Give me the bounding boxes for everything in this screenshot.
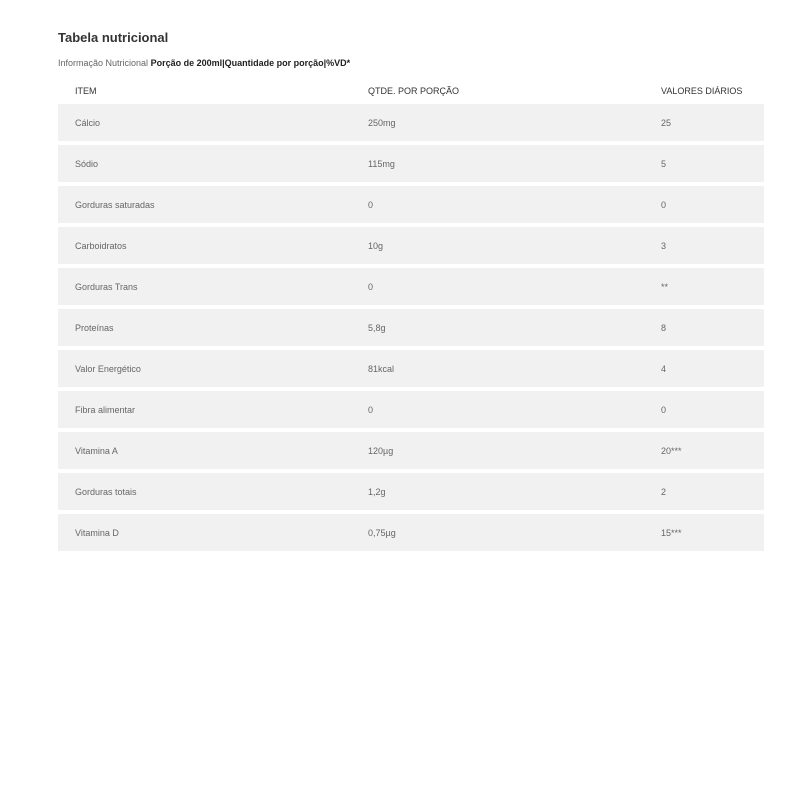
cell-quantity: 81kcal [368, 363, 395, 374]
cell-item: Sódio [75, 158, 99, 169]
table-row [58, 391, 764, 428]
cell-quantity: 1,2g [368, 486, 386, 497]
cell-daily-value: ** [661, 281, 669, 292]
cell-item: Gorduras Trans [75, 281, 138, 292]
table-row [58, 350, 764, 387]
section-subtitle [58, 58, 764, 69]
cell-quantity: 0,75µg [368, 527, 396, 538]
nutrition-panel [58, 30, 764, 555]
nutrition-table [58, 77, 764, 551]
cell-daily-value: 20*** [661, 445, 682, 456]
cell-item: Cálcio [75, 117, 101, 128]
cell-quantity: 0 [368, 281, 374, 292]
cell-quantity: 115mg [368, 158, 395, 169]
table-row [58, 432, 764, 469]
cell-daily-value: 0 [661, 199, 667, 210]
cell-item: Vitamina D [75, 527, 119, 538]
cell-daily-value: 25 [661, 117, 672, 128]
header-daily-values: VALORES DIÁRIOS [661, 85, 743, 96]
header-item: ITEM [75, 85, 97, 96]
cell-item: Gorduras totais [75, 486, 137, 497]
cell-item: Proteínas [75, 322, 114, 333]
cell-daily-value: 8 [661, 322, 667, 333]
cell-quantity: 120µg [368, 445, 394, 456]
subtitle-prefix: Informação Nutricional [58, 58, 149, 68]
cell-daily-value: 3 [661, 240, 667, 251]
cell-item: Valor Energético [75, 363, 141, 374]
cell-item: Fibra alimentar [75, 404, 136, 415]
table-row [58, 145, 764, 182]
section-title: Tabela nutricional [58, 30, 169, 45]
cell-item: Carboidratos [75, 240, 127, 251]
cell-daily-value: 0 [661, 404, 667, 415]
table-row [58, 227, 764, 264]
table-header [58, 77, 764, 104]
cell-daily-value: 2 [661, 486, 667, 497]
subtitle-serving-info: Porção de 200ml|Quantidade por porção|%VD* [150, 58, 351, 68]
cell-daily-value: 4 [661, 363, 667, 374]
cell-daily-value: 15*** [661, 527, 682, 538]
cell-quantity: 10g [368, 240, 384, 251]
cell-quantity: 0 [368, 199, 374, 210]
table-row [58, 309, 764, 346]
cell-daily-value: 5 [661, 158, 667, 169]
table-row [58, 473, 764, 510]
table-row [58, 514, 764, 551]
header-quantity: QTDE. POR PORÇÃO [368, 85, 460, 96]
cell-quantity: 0 [368, 404, 374, 415]
table-row [58, 186, 764, 223]
table-row [58, 268, 764, 305]
table-row [58, 104, 764, 141]
cell-quantity: 250mg [368, 117, 396, 128]
cell-quantity: 5,8g [368, 322, 386, 333]
cell-item: Gorduras saturadas [75, 199, 155, 210]
cell-item: Vitamina A [75, 445, 118, 456]
